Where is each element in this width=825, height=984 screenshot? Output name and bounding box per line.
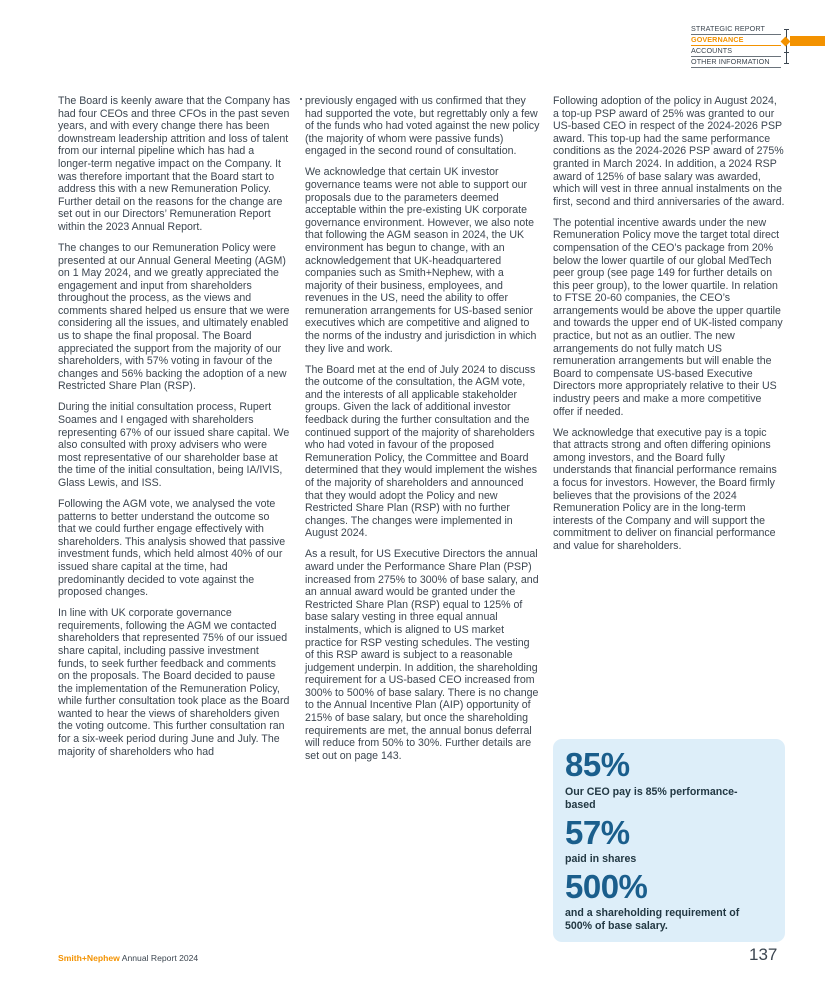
paragraph: The Board met at the end of July 2024 to discuss the outcome of the consultation, the AGM vote, and the interests of all applicable stakeholder groups. Given the lack of additional investor feedback during the further consultation and the continued support of the majority of shareholders who had voted in favour of the proposed Remuneration Policy, the Committee and Board determined that they would implement the wishes of the majority of shareholders and announced that they would adopt the Policy and new Restricted Share Plan (RSP) with no further changes. The changes were implemented in August 2024. [305,363,538,540]
section-nav [691,24,781,68]
paragraph: The Board is keenly aware that the Company has had four CEOs and three CFOs in the past seven years, and with every change there has been downstream leadership attrition and loss of talent from our internal pipeline which has had a longer-term negative impact on the Company. It was therefore important that the Board start to address this with a new Remuneration Policy. Further detail on the reasons for the change are set out in our Directors’ Remuneration Report within the 2023 Annual Report. [58,95,291,233]
paragraph: In line with UK corporate governance requirements, following the AGM we contacted shareholders that represented 75% of our issued share capital, including passive investment funds, to seek further feedback and comments on the proposals. The Board decided to pause the implementation of the Remuneration Policy, while further consultation took place as the Board wanted to hear the views of shareholders given the voting outcome. This further consultation ran for a six-week period during June and July. The majority of shareholders who had [58,607,290,758]
nav-tick [784,29,789,30]
body-column-2 [305,95,540,771]
footer [58,953,198,963]
paragraph: We acknowledge that certain UK investor governance teams were not able to support our proposals due to the parameters deemed acceptable within the pre-existing UK corporate governance environment. However, we also note that following the AGM season in 2024, the UK environment has begun to change, with an acknowledgement that UK-headquartered companies such as Smith+Nephew, with a majority of their business, employees, and revenues in the US, need the ability to offer remuneration arrangements for US-based senior executives which are competitive and aligned to the norms of the industry and jurisdiction in which they live and work. [305,166,537,355]
paragraph: We acknowledge that executive pay is a topic that attracts strong and often differing opinions among investors, and the Board fully understands that financial performance remains a focus for investors. However, the Board firmly believes that the provisions of the 2024 Remuneration Policy are in the long-term interests of the Company and will support the commitment to deliver on financial performance and value for shareholders. [553,426,777,552]
stat-value: 57% [565,814,630,851]
stat-label: and a shareholding requirement of 500% of base salary. [565,907,740,932]
active-section-tab [790,36,825,46]
body-column-1 [58,95,290,767]
nav-connector-line [786,29,787,63]
nav-accounts[interactable]: ACCOUNTS [691,46,781,57]
report-title: Annual Report 2024 [121,953,199,963]
paragraph: The potential incentive awards under the new Remuneration Policy move the target total direct compensation of the CEO’s package from 20% below the lower quartile of our global MedTech peer group (see page 149 for further details on this peer group), to the lower quartile. In relation to FTSE 20-60 companies, the CEO’s arrangements would be above the upper quartile and towards the upper end of UK-listed company practice, but not as an outlier. The new arrangements do not fully match US remuneration arrangements but will enable the Board to compensate US-based Executive Directors more appropriately relative to their US industry peers and make a more competitive offer if needed. [553,216,783,418]
paragraph: Following the AGM vote, we analysed the vote patterns to better understand the outcome so that we could further engage effectively with shareholders. This analysis showed that passive investment funds, which held almost 40% of our issued share capital at the time, had predominantly decided to vote against the proposed changes. [58,497,286,599]
stat-value: 500% [565,868,648,905]
nav-tick [784,63,789,64]
page-number: 137 [749,945,778,964]
nav-tick [784,52,789,53]
key-stats-box [553,739,785,942]
paragraph: As a result, for US Executive Directors the annual award under the Performance Share Plan (PSP) increased from 275% to 300% of base salary, and an annual award would be granted under the Restricted Share Plan (RSP) equal to 125% of base salary vesting in three equal annual instalments, which is aligned to US market practice for RSP vesting schedules. The vesting of this RSP award is subject to a reasonable judgement underpin. In addition, the shareholding requirement for a US-based CEO increased from 300% to 500% of base salary. There is no change to the Annual Incentive Plan (AIP) opportunity of 215% of base salary, but once the shareholding requirements are met, the annual bonus deferral will reduce from 50% to 30%. Further details are set out on page 143. [305,548,539,762]
paragraph: During the initial consultation process, Rupert Soames and I engaged with shareholders representing 67% of our issued share capital. We also consulted with proxy advisers who were most representative of our shareholder base at the time of the initial consultation, being IA/IVIS, Glass Lewis, and ISS. [58,401,290,489]
stat-label: Our CEO pay is 85% performance-based [565,786,738,811]
stat-label: paid in shares [565,853,637,865]
active-section-marker-icon [781,37,791,47]
bullet-mark-icon [300,98,302,100]
paragraph: Following adoption of the policy in August 2024, a top-up PSP award of 25% was granted to our US-based CEO in respect of the 2024-2026 PSP award. This top-up had the same performance conditions as the 2024-2026 PSP award of 275% granted in March 2024. In addition, a 2024 RSP award of 125% of base salary was awarded, which will vest in three annual instalments on the first, second and third anniversaries of the award. [553,95,785,208]
brand-name: Smith+Nephew [58,953,120,963]
paragraph: previously engaged with us confirmed that they had supported the vote, but regrettably only a few of the funds who had voted against the new policy (the majority of whom were passive funds) engaged in the second round of consultation. [305,95,540,158]
paragraph: The changes to our Remuneration Policy were presented at our Annual General Meeting (AGM) on 1 May 2024, and we greatly appreciated the engagement and input from shareholders throughout the process, as the views and comments shared helped us ensure that we were considering all the issues, and ultimately enabled us to shape the final proposal. The Board appreciated the support from the majority of our shareholders, with 57% voting in favour of the changes and 56% backing the adoption of a new Restricted Share Plan (RSP). [58,241,290,393]
nav-strategic-report[interactable]: STRATEGIC REPORT [691,24,781,35]
body-column-3 [553,95,785,561]
nav-governance[interactable]: GOVERNANCE [691,35,781,46]
nav-other-information[interactable]: OTHER INFORMATION [691,57,781,68]
stat-value: 85% [565,746,630,783]
